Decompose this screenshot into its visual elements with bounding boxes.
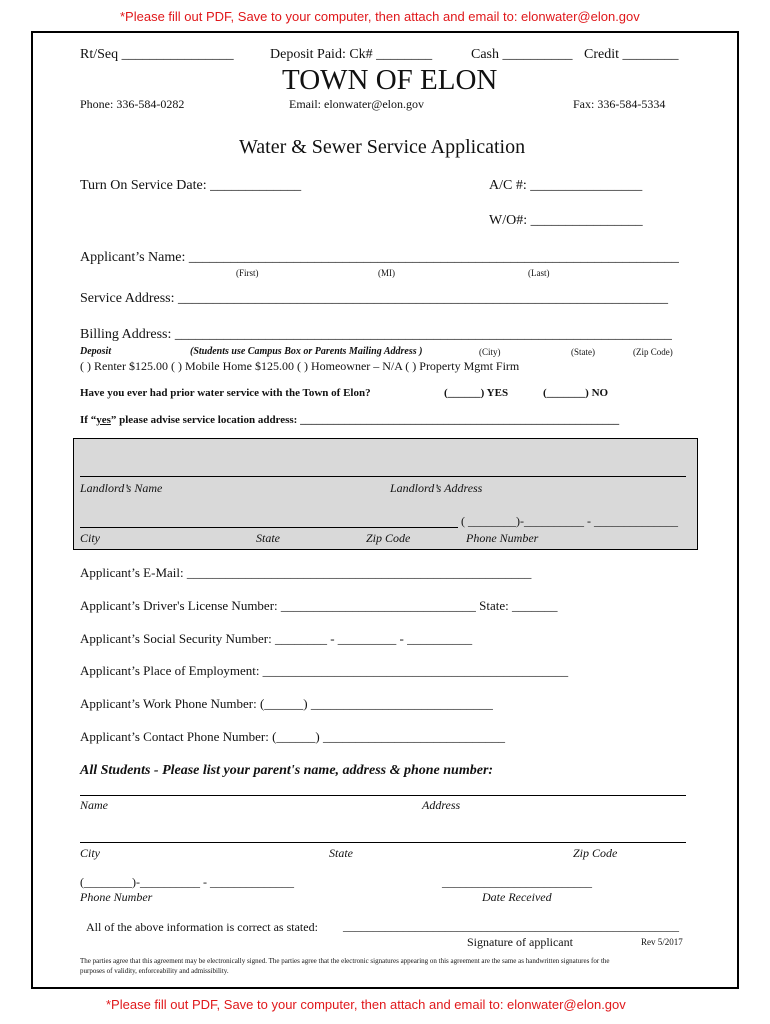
parent-state-label: State: [329, 846, 353, 860]
parent-phone-label: Phone Number: [80, 890, 153, 904]
ssn-field[interactable]: Applicant’s Social Security Number: ________ - _________ - __________: [80, 631, 473, 646]
landlord-state-label: State: [256, 531, 280, 545]
drivers-license-field[interactable]: Applicant’s Driver's License Number: ______________________________ State: _______: [80, 598, 558, 613]
landlord-city-label: City: [80, 531, 100, 545]
fine-print-line-1: The parties agree that this agreement may be electronically signed. The parties agree that the electronic signatures appearing on this agreement are the same as handwritten signatures for the: [80, 957, 610, 965]
parent-phone-field[interactable]: (________)-__________ - ______________: [80, 875, 294, 889]
landlord-name-label: Landlord’s Name: [80, 481, 163, 495]
billing-address-field[interactable]: Billing Address: _______________________________________________________________________: [80, 327, 672, 342]
city-label: (City): [479, 347, 501, 357]
state-label: (State): [571, 347, 595, 357]
date-received-label: Date Received: [482, 890, 552, 904]
form-title: Water & Sewer Service Application: [239, 136, 526, 158]
credit-field[interactable]: Credit ________: [584, 47, 679, 62]
work-order-field[interactable]: W/O#: ________________: [489, 213, 643, 228]
phone-number: Phone: 336-584-0282: [80, 97, 185, 111]
fine-print-line-2: purposes of validity, enforceability and admissibility.: [80, 967, 229, 975]
prior-service-no[interactable]: (_______) NO: [543, 387, 609, 399]
zip-label: (Zip Code): [633, 347, 673, 357]
students-address-note: (Students use Campus Box or Parents Mailing Address ): [190, 346, 423, 357]
top-instruction-banner: *Please fill out PDF, Save to your computer, then attach and email to: elonwater@elon.gov: [120, 9, 640, 24]
last-name-label: (Last): [528, 268, 550, 278]
if-yes-prefix: If “: [80, 414, 97, 426]
applicant-name-field[interactable]: Applicant’s Name: ______________________________________________________________________: [80, 250, 679, 265]
turn-on-date-field[interactable]: Turn On Service Date: _____________: [80, 178, 302, 193]
parent-name-line[interactable]: [80, 795, 686, 796]
signature-field[interactable]: ________________________________________________________: [343, 919, 679, 933]
parent-city-line[interactable]: [80, 842, 686, 843]
parent-zip-label: Zip Code: [573, 846, 618, 860]
account-number-field[interactable]: A/C #: ________________: [489, 178, 643, 193]
work-phone-field[interactable]: Applicant’s Work Phone Number: (______) ____________________________: [80, 696, 493, 711]
students-heading: All Students - Please list your parent's name, address & phone number:: [80, 763, 494, 778]
prior-service-yes[interactable]: (______) YES: [444, 387, 509, 399]
service-address-field[interactable]: Service Address: ______________________________________________________________________: [80, 291, 668, 306]
landlord-address-label: Landlord’s Address: [390, 481, 483, 495]
signature-label: Signature of applicant: [467, 935, 573, 949]
cash-field[interactable]: Cash __________: [471, 47, 573, 62]
landlord-phone-label: Phone Number: [466, 531, 539, 545]
parent-address-label: Address: [422, 798, 461, 812]
town-title: TOWN OF ELON: [282, 64, 498, 96]
date-received-field[interactable]: _________________________: [442, 875, 592, 889]
landlord-city-line[interactable]: [80, 527, 458, 528]
parent-name-label: Name: [80, 798, 108, 812]
landlord-line[interactable]: [80, 476, 686, 477]
email-address: Email: elonwater@elon.gov: [289, 97, 425, 111]
prior-service-question: Have you ever had prior water service with the Town of Elon?: [80, 387, 371, 399]
parent-city-label: City: [80, 846, 100, 860]
landlord-phone-field[interactable]: ( ________)-__________ - ______________: [461, 514, 678, 528]
first-name-label: (First): [236, 268, 259, 278]
certify-statement: All of the above information is correct as stated:: [86, 920, 318, 934]
deposit-label: Deposit: [80, 346, 112, 357]
deposit-options[interactable]: ( ) Renter $125.00 ( ) Mobile Home $125.00 ( ) Homeowner – N/A ( ) Property Mgmt Firm: [80, 359, 520, 373]
rtseq-field[interactable]: Rt/Seq ________________: [80, 47, 234, 62]
bottom-instruction-banner: *Please fill out PDF, Save to your computer, then attach and email to: elonwater@elon.gov: [106, 997, 626, 1012]
fax-number: Fax: 336-584-5334: [573, 97, 666, 111]
employment-field[interactable]: Applicant’s Place of Employment: _______________________________________________: [80, 663, 569, 678]
prior-location-field[interactable]: [80, 414, 619, 426]
deposit-paid-field[interactable]: Deposit Paid: Ck# ________: [270, 47, 433, 62]
middle-initial-label: (MI): [378, 268, 395, 278]
if-yes-rest: ” please advise service location address: __________________________________________________________: [110, 414, 620, 426]
landlord-zip-label: Zip Code: [366, 531, 411, 545]
contact-phone-field[interactable]: Applicant’s Contact Phone Number: (______) ____________________________: [80, 729, 505, 744]
if-yes-word: yes: [96, 414, 111, 426]
revision-label: Rev 5/2017: [641, 937, 683, 947]
applicant-email-field[interactable]: Applicant’s E-Mail: _____________________________________________________: [80, 565, 532, 580]
